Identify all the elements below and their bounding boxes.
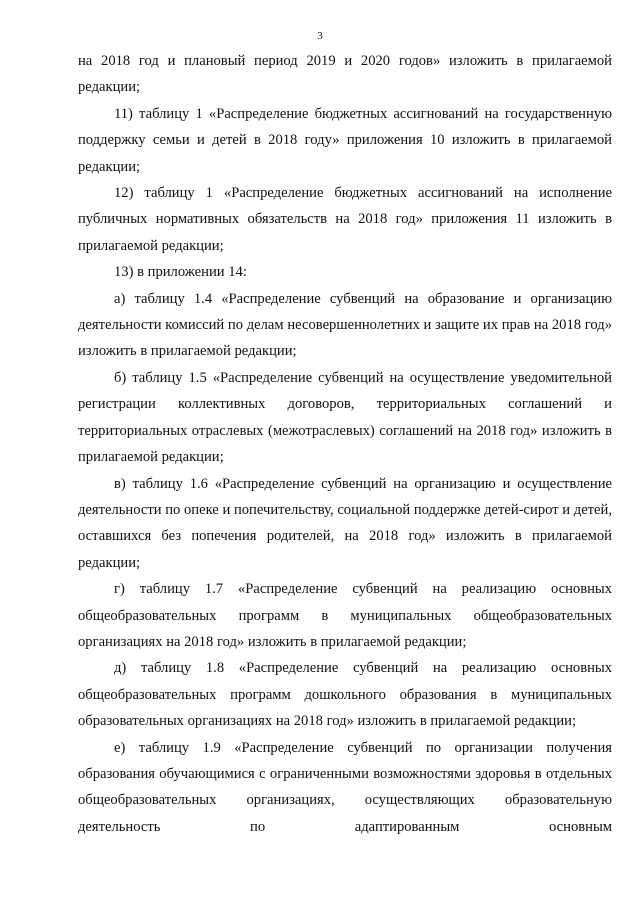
paragraph-subitem-e: е) таблицу 1.9 «Распределение субвенций по организации получения образования обучающимися с ограниченными возможностями здоровья в отдельных общеобразовательных организациях, осуществляющих образовательную деятельность по адаптированным основным (78, 739, 612, 835)
paragraph-subitem-v: в) таблицу 1.6 «Распределение субвенций на организацию и осуществление деятельности по опеке и попечительству, социальной поддержке детей-сирот и детей, оставшихся без попечения родителей, на 2018 год» изложить в прилагаемой редакции; (78, 475, 612, 571)
paragraph-subitem-d: д) таблицу 1.8 «Распределение субвенций на реализацию основных общеобразовательных программ дошкольного образования в муниципальных образовательных организациях на 2018 год» изложить в прилагаемой редакции; (78, 660, 612, 730)
paragraph-subitem-b: б) таблицу 1.5 «Распределение субвенций на осуществление уведомительной регистрации коллективных договоров, территориальных соглашений и территориальных отраслевых (межотраслевых) соглашений на 2018 год» изложить в прилагаемой редакции; (78, 369, 612, 466)
paragraph-continuation: на 2018 год и плановый период 2019 и 2020 годов» изложить в прилагаемой редакции; (78, 53, 612, 96)
document-body (78, 48, 612, 840)
paragraph-item-11: 11) таблицу 1 «Распределение бюджетных ассигнований на государственную поддержку семьи и детей в 2018 году» приложения 10 изложить в прилагаемой редакции; (78, 105, 612, 175)
paragraph-item-12: 12) таблицу 1 «Распределение бюджетных ассигнований на исполнение публичных нормативных обязательств на 2018 год» приложения 11 изложить в прилагаемой редакции; (78, 185, 612, 254)
paragraph-item-13: 13) в приложении 14: (114, 264, 247, 281)
page-number: 3 (317, 30, 323, 42)
paragraph-subitem-a: а) таблицу 1.4 «Распределение субвенций на образование и организацию деятельности комиссий по делам несовершеннолетних и защите их прав на 2018 год» изложить в прилагаемой редакции; (78, 290, 612, 360)
paragraph-subitem-g: г) таблицу 1.7 «Распределение субвенций на реализацию основных общеобразовательных программ в муниципальных общеобразовательных организациях на 2018 год» изложить в прилагаемой редакции; (78, 581, 612, 650)
